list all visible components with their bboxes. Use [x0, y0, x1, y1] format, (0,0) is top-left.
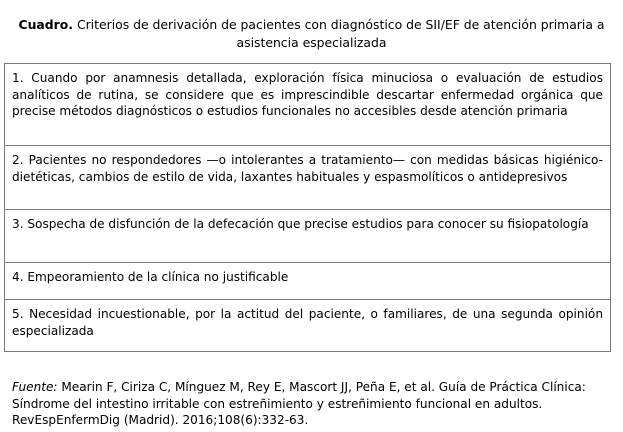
criteria-row-5: 5. Necesidad incuestionable, por la actitud del paciente, o familiares, de una segunda opinión especializada [5, 299, 610, 351]
table-caption [14, 16, 609, 52]
criteria-row-1: 1. Cuando por anamnesis detallada, exploración física minuciosa o evaluación de estudios analíticos de rutina, se considere que es imprescindible descartar enfermedad orgánica que precise métodos diagnósticos o estudios funcionales no accesibles desde atención primaria [12, 71, 603, 118]
caption-text: Criterios de derivación de pacientes con diagnóstico de SII/EF de atención primaria a asistencia especializada [73, 17, 605, 50]
caption-label: Cuadro. [18, 17, 73, 32]
source-citation [12, 379, 612, 429]
criteria-table [4, 63, 611, 352]
criteria-row-4: 4. Empeoramiento de la clínica no justificable [5, 262, 610, 299]
criteria-row-2: 2. Pacientes no respondedores —o intolerantes a tratamiento— con medidas básicas higiénico-dietéticas, cambios de estilo de vida, laxantes habituales y espasmolíticos o antidepresivos [5, 145, 610, 209]
criteria-row-3: 3. Sospecha de disfunción de la defecación que precise estudios para conocer su fisiopatología [5, 209, 610, 262]
source-text: Mearin F, Ciriza C, Mínguez M, Rey E, Mascort JJ, Peña E, et al. Guía de Práctica Clínica: Síndrome del intestino irritable con estreñimiento y estreñimiento funcional en adultos. RevEspEnfermDig (Madrid). 2016;108(6):332-63. [12, 380, 586, 427]
source-label: Fuente: [12, 380, 58, 394]
